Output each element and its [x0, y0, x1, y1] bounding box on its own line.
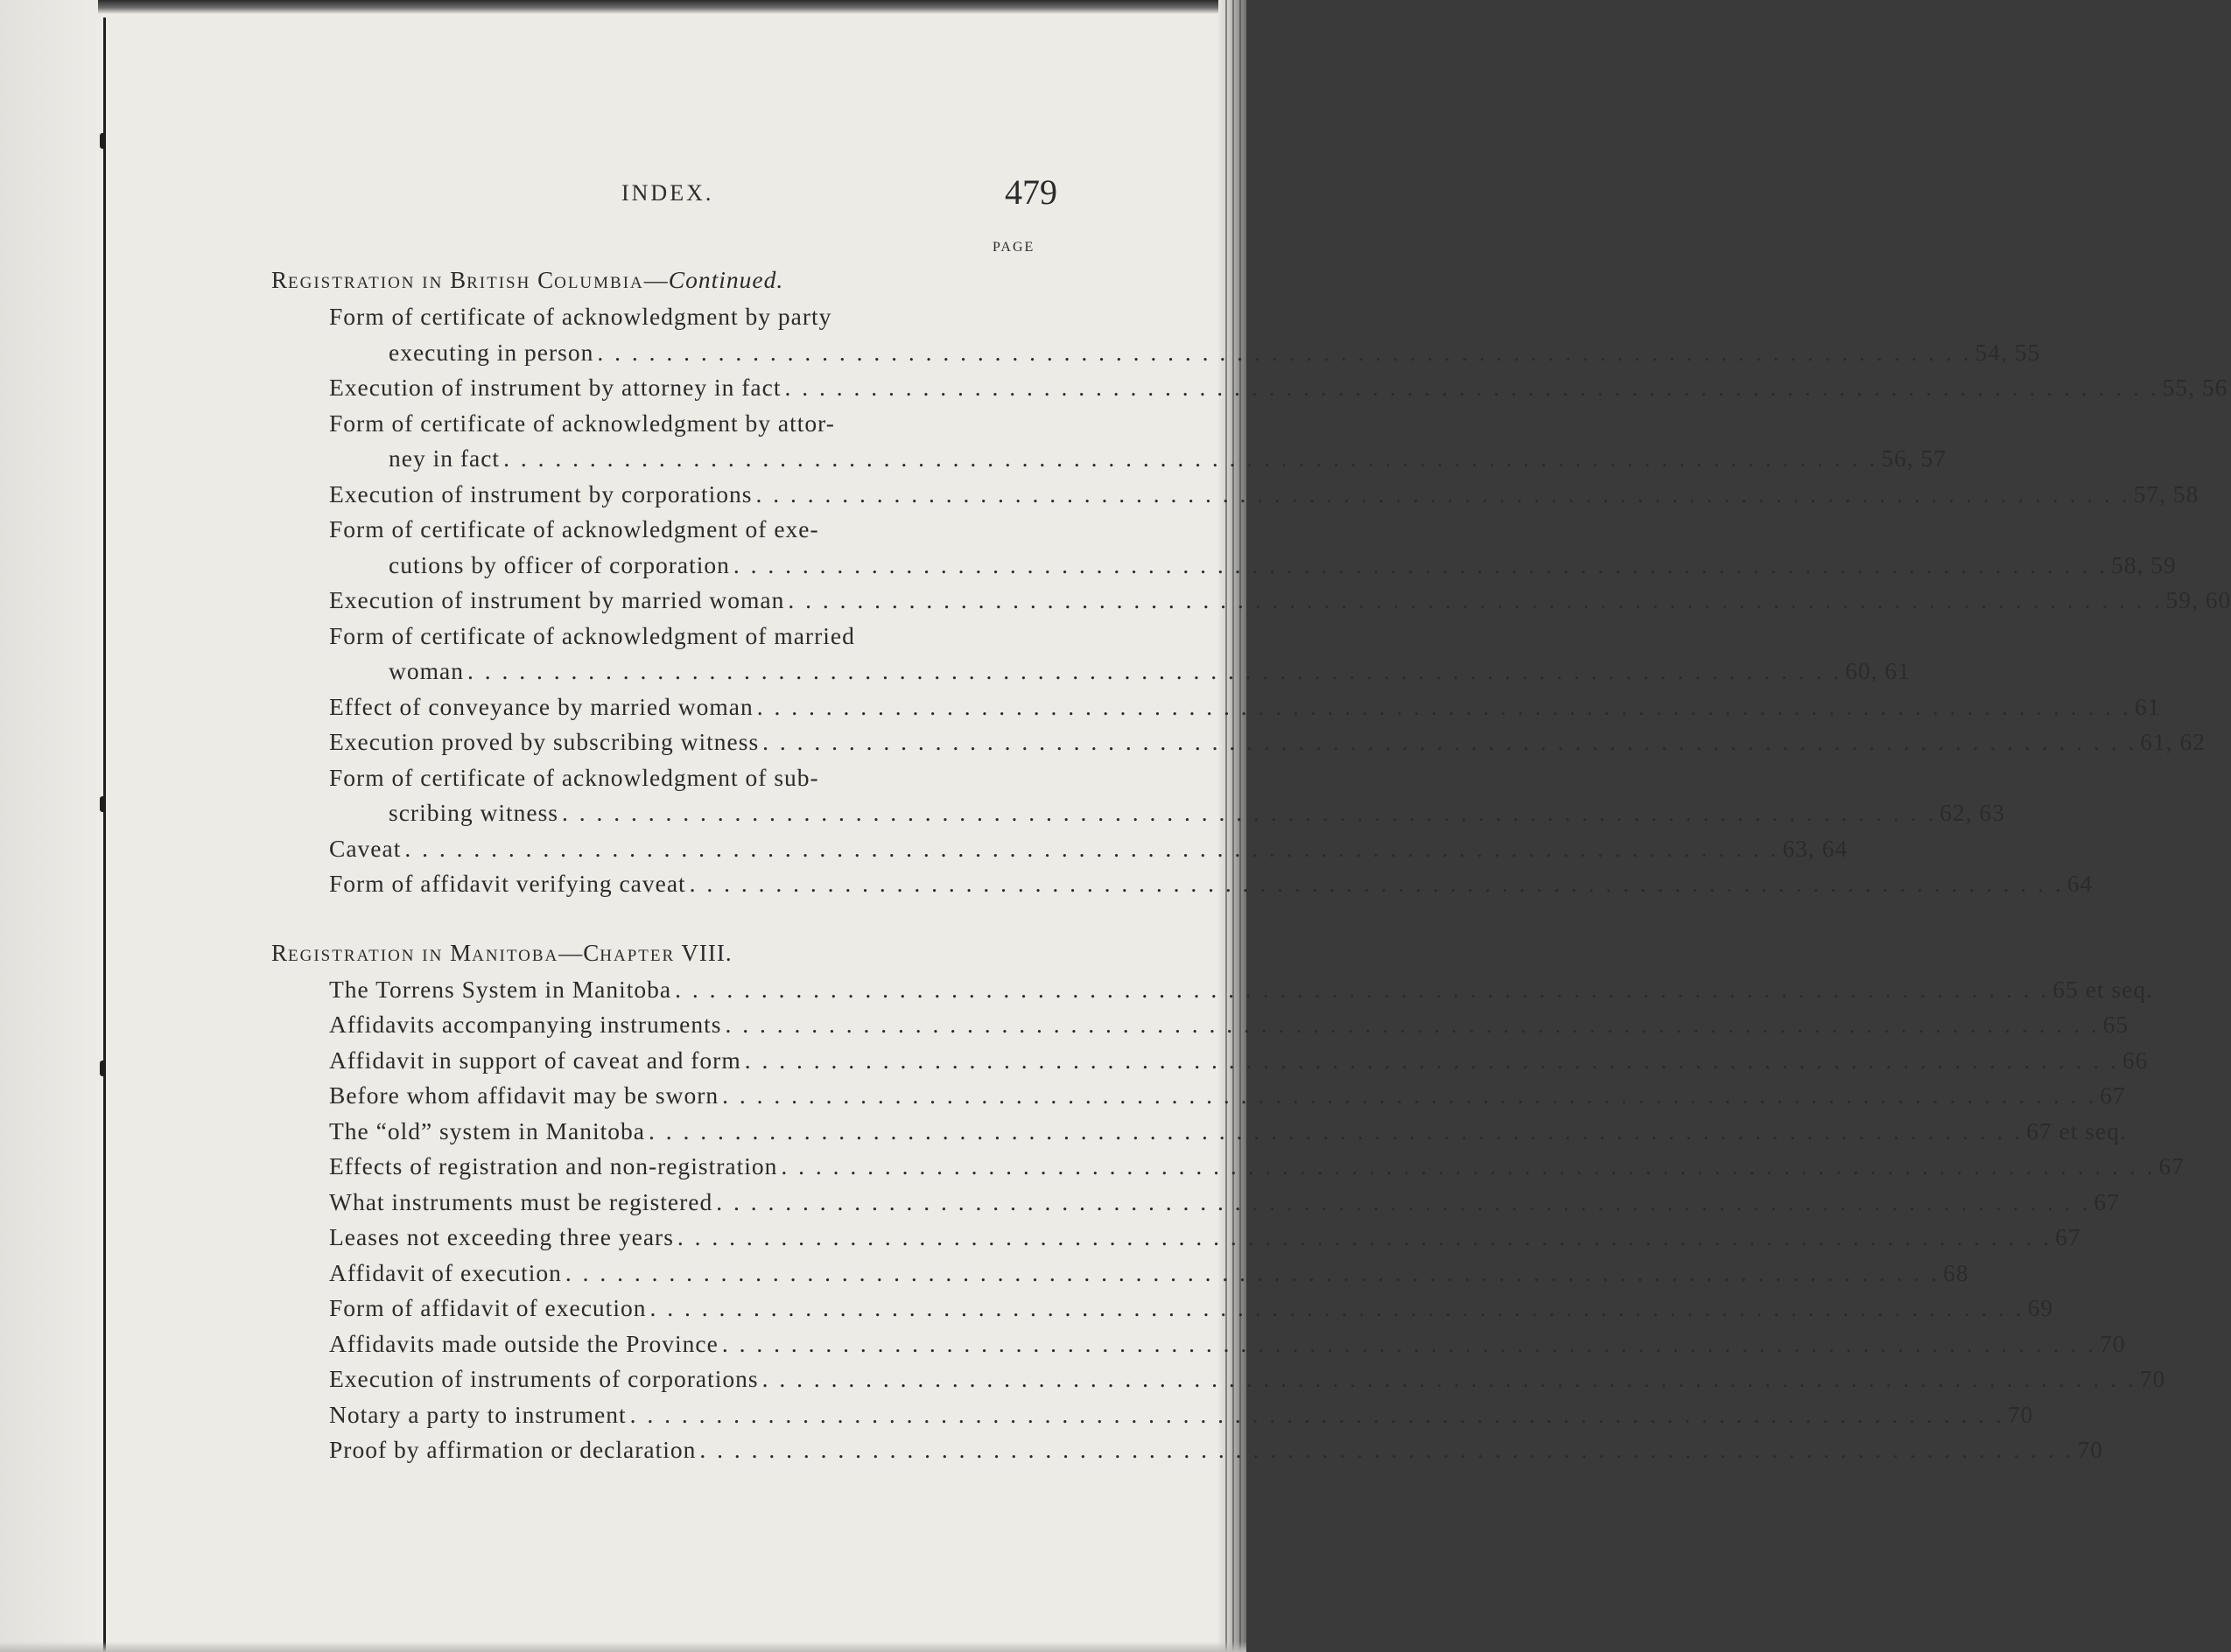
- entry-text: Notary a party to instrument: [329, 1400, 627, 1428]
- dot-leader: . . . . . . . . . . . . . . . . . . . . . . . . . . . . . . . . . . . . . . . . . . . . . . . . . . . . . . . . . . . . . . . . . . . . . . . . . . . . . . . .: [716, 1187, 2091, 1215]
- entry-text: Form of certificate of acknowledgment of sub-: [329, 763, 819, 791]
- index-entry: [329, 1432, 2103, 1468]
- index-entry: [329, 1043, 2149, 1079]
- index-entries: [271, 262, 2231, 1468]
- entry-pages: 58, 59: [2111, 550, 2177, 578]
- entry-text: The “old” system in Manitoba: [329, 1116, 645, 1144]
- index-entry: [329, 1185, 2120, 1221]
- entry-text: Before whom affidavit may be sworn: [329, 1082, 719, 1109]
- entry-text: Leases not exceeding three years: [329, 1223, 674, 1250]
- dot-leader: . . . . . . . . . . . . . . . . . . . . . . . . . . . . . . . . . . . . . . . . . . . . . . . . . . . . . . . . . . . . . . . . . . . . . . . . . . . . . . . .: [761, 1365, 2136, 1392]
- entry-text: What instruments must be registered: [329, 1187, 713, 1215]
- dot-leader: . . . . . . . . . . . . . . . . . . . . . . . . . . . . . . . . . . . . . . . . . . . . . . . . . . . . . . . . . . . . . . . . . . . . . . . . . . . . . . . .: [561, 799, 1937, 826]
- entry-line-with-pages: [389, 548, 2177, 584]
- entry-line-with-pages: [329, 866, 2094, 902]
- entry-text: Effect of conveyance by married woman: [329, 692, 754, 720]
- entry-pages: 66: [2122, 1046, 2149, 1074]
- bottom-page-shadow: [0, 1642, 1246, 1652]
- dot-leader: . . . . . . . . . . . . . . . . . . . . . . . . . . . . . . . . . . . . . . . . . . . . . . . . . . . . . . . . . . . . . . . . . . . . . . . . . . . . . . . .: [503, 444, 1878, 472]
- dot-leader: . . . . . . . . . . . . . . . . . . . . . . . . . . . . . . . . . . . . . . . . . . . . . . . . . . . . . . . . . . . . . . . . . . . . . . . . . . . . . . . .: [781, 1152, 2156, 1180]
- entry-text: executing in person: [389, 338, 594, 366]
- entry-line-with-pages: [329, 1149, 2185, 1185]
- entry-pages: 67 et seq.: [2026, 1116, 2127, 1144]
- entry-pages: 70: [2099, 1329, 2126, 1357]
- entry-pages: 70: [2007, 1400, 2034, 1428]
- entry-line-with-pages: [329, 831, 1849, 867]
- page-header: [271, 172, 1059, 219]
- dot-leader: . . . . . . . . . . . . . . . . . . . . . . . . . . . . . . . . . . . . . . . . . . . . . . . . . . . . . . . . . . . . . . . . . . . . . . . . . . . . . . . .: [784, 374, 2159, 401]
- entry-text: Affidavits accompanying instruments: [329, 1011, 722, 1038]
- dot-leader: . . . . . . . . . . . . . . . . . . . . . . . . . . . . . . . . . . . . . . . . . . . . . . . . . . . . . . . . . . . . . . . . . . . . . . . . . . . . . . . .: [649, 1294, 2024, 1321]
- entry-line-with-pages: [329, 1043, 2149, 1079]
- entry-text: Affidavits made outside the Province: [329, 1329, 719, 1357]
- entry-pages: 67: [2094, 1187, 2120, 1215]
- index-entry: [329, 1256, 1969, 1292]
- index-entry: [329, 1326, 2126, 1362]
- index-entry: [329, 724, 2206, 760]
- entry-pages: 64: [2066, 870, 2094, 897]
- index-entry: [329, 370, 2228, 406]
- index-entry: [329, 831, 1849, 867]
- index-entry: [329, 512, 2177, 583]
- dot-leader: . . . . . . . . . . . . . . . . . . . . . . . . . . . . . . . . . . . . . . . . . . . . . . . . . . . . . . . . . . . . . . . . . . . . . . . . . . . . . . . .: [699, 1436, 2074, 1463]
- entry-text: Execution of instrument by corporations: [329, 480, 753, 508]
- index-entry: [329, 972, 2153, 1008]
- entry-text: Execution of instrument by attorney in fact: [329, 374, 782, 401]
- dot-leader: . . . . . . . . . . . . . . . . . . . . . . . . . . . . . . . . . . . . . . . . . . . . . . . . . . . . . . . . . . . . . . . . . . . . . . . . . . . . . . . .: [788, 586, 2163, 613]
- entry-text: Execution proved by subscribing witness: [329, 728, 760, 755]
- entry-pages: 59, 60: [2165, 586, 2231, 613]
- dot-leader: . . . . . . . . . . . . . . . . . . . . . . . . . . . . . . . . . . . . . . . . . . . . . . . . . . . . . . . . . . . . . . . . . . . . . . . . . . . . . . . .: [597, 338, 1972, 366]
- dot-leader: . . . . . . . . . . . . . . . . . . . . . . . . . . . . . . . . . . . . . . . . . . . . . . . . . . . . . . . . . . . . . . . . . . . . . . . . . . . . . . . .: [467, 657, 1842, 684]
- index-entry: [329, 1291, 2054, 1326]
- entry-text: Form of certificate of acknowledgment of married: [329, 621, 855, 649]
- dot-leader: . . . . . . . . . . . . . . . . . . . . . . . . . . . . . . . . . . . . . . . . . . . . . . . . . . . . . . . . . . . . . . . . . . . . . . . . . . . . . . . .: [648, 1116, 2024, 1144]
- entry-line: [329, 619, 1059, 654]
- dot-leader: . . . . . . . . . . . . . . . . . . . . . . . . . . . . . . . . . . . . . . . . . . . . . . . . . . . . . . . . . . . . . . . . . . . . . . . . . . . . . . . .: [733, 550, 2108, 578]
- entry-line-with-pages: [329, 1326, 2126, 1362]
- entry-pages: 60, 61: [1845, 657, 1911, 684]
- dot-leader: . . . . . . . . . . . . . . . . . . . . . . . . . . . . . . . . . . . . . . . . . . . . . . . . . . . . . . . . . . . . . . . . . . . . . . . . . . . . . . . .: [762, 728, 2137, 755]
- section-heading: [271, 935, 1059, 970]
- section-heading-continued: Continued.: [668, 266, 784, 293]
- dot-leader: . . . . . . . . . . . . . . . . . . . . . . . . . . . . . . . . . . . . . . . . . . . . . . . . . . . . . . . . . . . . . . . . . . . . . . . . . . . . . . . .: [404, 834, 1779, 862]
- entry-line: [329, 406, 1059, 442]
- entry-text: woman: [389, 657, 464, 684]
- index-entry: [329, 760, 2005, 831]
- dot-leader: . . . . . . . . . . . . . . . . . . . . . . . . . . . . . . . . . . . . . . . . . . . . . . . . . . . . . . . . . . . . . . . . . . . . . . . . . . . . . . . .: [629, 1400, 2004, 1428]
- dot-leader: . . . . . . . . . . . . . . . . . . . . . . . . . . . . . . . . . . . . . . . . . . . . . . . . . . . . . . . . . . . . . . . . . . . . . . . . . . . . . . . .: [756, 692, 2131, 720]
- entry-text: cutions by officer of corporation: [389, 550, 730, 578]
- entry-line-with-pages: [329, 1291, 2054, 1326]
- binding-spine-line: [103, 18, 106, 1652]
- entry-text: Effects of registration and non-registration: [329, 1152, 778, 1180]
- entry-text: Form of certificate of acknowledgment by party: [329, 303, 832, 330]
- entry-text: Execution of instruments of corporations: [329, 1365, 759, 1392]
- entry-pages: 65 et seq.: [2052, 975, 2153, 1003]
- entry-pages: 62, 63: [1940, 799, 2005, 826]
- entry-text: scribing witness: [389, 799, 558, 826]
- dot-leader: . . . . . . . . . . . . . . . . . . . . . . . . . . . . . . . . . . . . . . . . . . . . . . . . . . . . . . . . . . . . . . . . . . . . . . . . . . . . . . . .: [565, 1258, 1940, 1286]
- index-entry: [329, 406, 1947, 477]
- entry-line-with-pages: [329, 1220, 2081, 1256]
- entry-pages: 63, 64: [1782, 834, 1849, 862]
- index-entry: [329, 1078, 2126, 1114]
- entry-line-with-pages: [329, 1397, 2034, 1433]
- dot-leader: . . . . . . . . . . . . . . . . . . . . . . . . . . . . . . . . . . . . . . . . . . . . . . . . . . . . . . . . . . . . . . . . . . . . . . . . . . . . . . . .: [677, 1223, 2052, 1250]
- entry-line-with-pages: [329, 1362, 2166, 1397]
- entry-text: Execution of instrument by married woman: [329, 586, 785, 613]
- entry-line-with-pages: [329, 1114, 2127, 1150]
- entry-line-with-pages: [329, 1185, 2120, 1221]
- dot-leader: . . . . . . . . . . . . . . . . . . . . . . . . . . . . . . . . . . . . . . . . . . . . . . . . . . . . . . . . . . . . . . . . . . . . . . . . . . . . . . . .: [755, 480, 2130, 508]
- entry-line-with-pages: [329, 370, 2228, 406]
- binding-mark: [100, 1060, 106, 1076]
- index-entry: [329, 619, 1911, 690]
- entry-line: [329, 512, 1059, 548]
- entry-line-with-pages: [329, 1078, 2126, 1114]
- binding-mark: [100, 796, 106, 812]
- entry-text: The Torrens System in Manitoba: [329, 975, 672, 1003]
- entry-pages: 56, 57: [1881, 444, 1947, 472]
- index-entry: [329, 1007, 2129, 1043]
- section-heading-text: REGISTRATION IN BRITISH COLUMBIA—: [271, 267, 669, 293]
- page-number: 479: [1005, 172, 1057, 212]
- entry-text: Form of affidavit verifying caveat: [329, 870, 686, 897]
- page-column-label: PAGE: [993, 240, 1035, 255]
- entry-line-with-pages: [329, 583, 2231, 619]
- entry-pages: 70: [2077, 1436, 2103, 1463]
- entry-line-with-pages: [329, 1256, 1969, 1292]
- index-entry: [329, 1362, 2166, 1397]
- entry-line-with-pages: [389, 335, 2041, 371]
- entry-pages: 69: [2027, 1294, 2054, 1321]
- index-entry: [329, 299, 2041, 370]
- index-entry: [329, 583, 2231, 619]
- entry-text: Caveat: [329, 834, 402, 862]
- entry-text: Affidavit of execution: [329, 1258, 562, 1286]
- entry-line-with-pages: [329, 724, 2206, 760]
- entry-pages: 70: [2139, 1365, 2166, 1392]
- entry-line-with-pages: [329, 1007, 2129, 1043]
- dot-leader: . . . . . . . . . . . . . . . . . . . . . . . . . . . . . . . . . . . . . . . . . . . . . . . . . . . . . . . . . . . . . . . . . . . . . . . . . . . . . . . .: [721, 1329, 2096, 1357]
- entry-pages: 65: [2102, 1011, 2129, 1038]
- index-entry: [329, 1220, 2081, 1256]
- binding-mark: [100, 133, 106, 149]
- dot-leader: . . . . . . . . . . . . . . . . . . . . . . . . . . . . . . . . . . . . . . . . . . . . . . . . . . . . . . . . . . . . . . . . . . . . . . . . . . . . . . . .: [722, 1082, 2097, 1109]
- entry-line-with-pages: [329, 1432, 2103, 1468]
- entry-text: Affidavit in support of caveat and form: [329, 1046, 741, 1074]
- entry-line-with-pages: [389, 795, 2005, 831]
- entry-line-with-pages: [329, 972, 2153, 1008]
- entry-line: [329, 299, 1059, 335]
- entry-pages: 61: [2134, 692, 2161, 720]
- section-heading: [271, 262, 1059, 298]
- entry-pages: 57, 58: [2133, 480, 2199, 508]
- entry-pages: 67: [2055, 1223, 2081, 1250]
- top-page-shadow: [0, 0, 1246, 14]
- dot-leader: . . . . . . . . . . . . . . . . . . . . . . . . . . . . . . . . . . . . . . . . . . . . . . . . . . . . . . . . . . . . . . . . . . . . . . . . . . . . . . . .: [675, 975, 2050, 1003]
- entry-pages: 55, 56: [2162, 374, 2228, 401]
- entry-pages: 61, 62: [2140, 728, 2206, 755]
- dot-leader: . . . . . . . . . . . . . . . . . . . . . . . . . . . . . . . . . . . . . . . . . . . . . . . . . . . . . . . . . . . . . . . . . . . . . . . . . . . . . . . .: [689, 870, 2064, 897]
- dot-leader: . . . . . . . . . . . . . . . . . . . . . . . . . . . . . . . . . . . . . . . . . . . . . . . . . . . . . . . . . . . . . . . . . . . . . . . . . . . . . . . .: [744, 1046, 2119, 1074]
- entry-pages: 54, 55: [1975, 338, 2041, 366]
- entry-pages: 68: [1943, 1258, 1969, 1286]
- entry-line: [329, 760, 1059, 796]
- entry-text: Form of certificate of acknowledgment of exe-: [329, 515, 819, 542]
- entry-line-with-pages: [389, 654, 1911, 690]
- index-entry: [329, 866, 2094, 902]
- entry-line-with-pages: [329, 690, 2161, 725]
- left-margin-shading: [0, 0, 98, 1652]
- entry-pages: 67: [2158, 1152, 2185, 1180]
- section-heading-text: REGISTRATION IN MANITOBA—CHAPTER VIII.: [271, 939, 733, 966]
- entry-text: Form of certificate of acknowledgment by attor-: [329, 409, 835, 437]
- entry-line-with-pages: [329, 477, 2199, 513]
- index-entry: [329, 1397, 2034, 1433]
- entry-text: Proof by affirmation or declaration: [329, 1436, 697, 1463]
- entry-pages: 67: [2100, 1082, 2126, 1109]
- index-entry: [329, 1149, 2185, 1185]
- index-entry: [329, 1114, 2127, 1150]
- entry-line-with-pages: [389, 441, 1947, 477]
- dot-leader: . . . . . . . . . . . . . . . . . . . . . . . . . . . . . . . . . . . . . . . . . . . . . . . . . . . . . . . . . . . . . . . . . . . . . . . . . . . . . . . .: [725, 1011, 2100, 1038]
- entry-text: ney in fact: [389, 444, 501, 472]
- index-entry: [329, 477, 2199, 513]
- running-title: INDEX.: [621, 180, 714, 206]
- entry-text: Form of affidavit of execution: [329, 1294, 647, 1321]
- index-entry: [329, 690, 2161, 725]
